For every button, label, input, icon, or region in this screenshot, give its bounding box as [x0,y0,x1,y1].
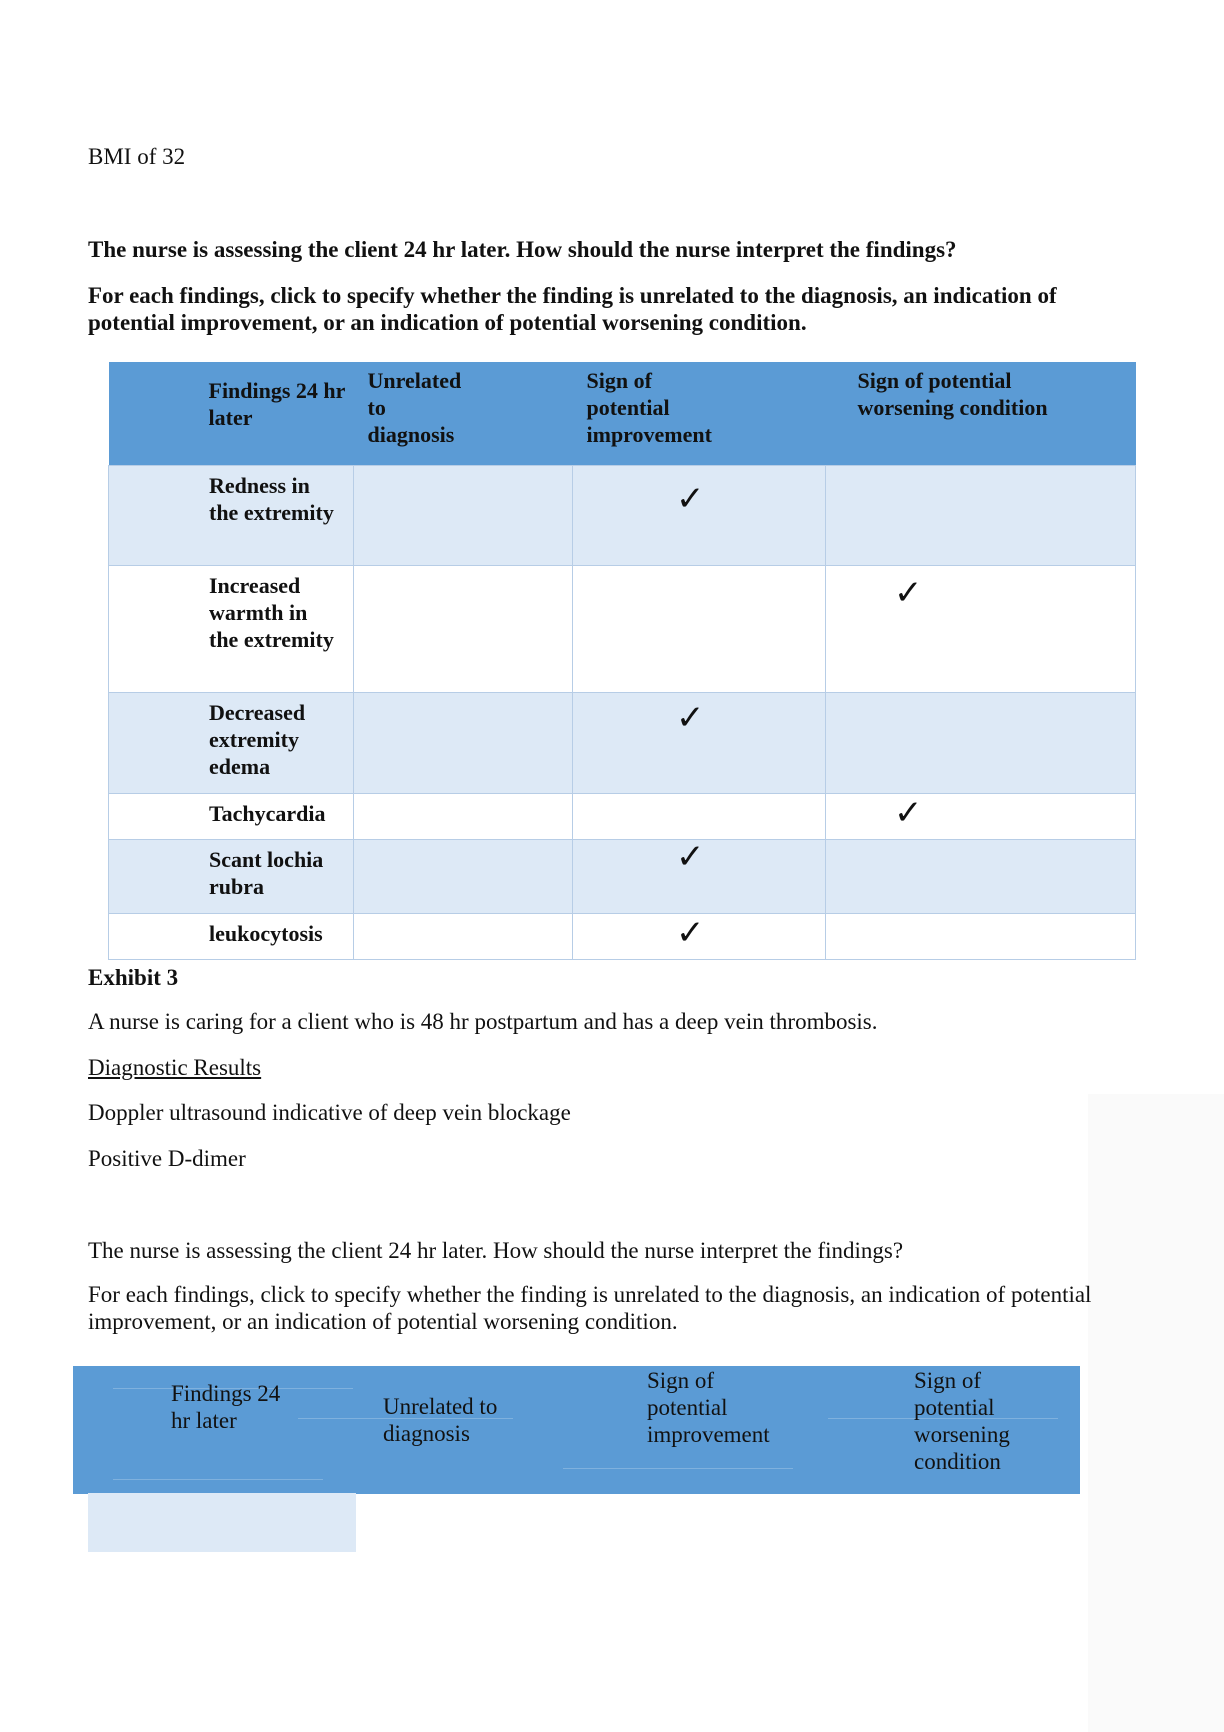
header-worsening: Sign of potential worsening condition [914,1368,1010,1474]
option-unrelated[interactable] [354,839,573,913]
option-worsening[interactable] [826,793,1136,839]
finding-label: Decreased extremity edema [109,692,354,793]
option-worsening[interactable] [826,565,1136,692]
table-row [109,565,1136,692]
result-d-dimer: Positive D-dimer [88,1146,246,1171]
check-mark-icon: ✓ [676,836,705,877]
table-row [109,839,1136,913]
table-header-row [109,362,1136,465]
option-unrelated[interactable] [354,465,573,565]
header-unrelated: Unrelated to diagnosis [367,368,462,447]
option-improvement[interactable] [573,793,826,839]
option-improvement[interactable] [573,692,826,793]
option-worsening[interactable] [826,839,1136,913]
check-mark-icon: ✓ [676,697,705,738]
header-improvement: Sign of potential improvement [647,1368,770,1447]
check-mark-icon: ✓ [894,572,923,613]
instruction-2: For each findings, click to specify whether the finding is unrelated to the diagnosis, an indication of potential improvement, or an indication of potential worsening condition. [88,1282,1092,1334]
option-improvement[interactable] [573,913,826,959]
finding-label: leukocytosis [109,913,354,959]
option-improvement[interactable] [573,565,826,692]
header-findings: Findings 24 hr later [208,378,346,430]
header-findings: Findings 24 hr later [171,1381,281,1433]
question-2: The nurse is assessing the client 24 hr later. How should the nurse interpret the findings? [88,1238,904,1263]
table-row [109,692,1136,793]
instruction-1: For each findings, click to specify whether the finding is unrelated to the diagnosis, an indication of potential improvement, or an indication of potential worsening condition. [88,283,1057,335]
option-unrelated[interactable] [354,793,573,839]
question-1: The nurse is assessing the client 24 hr later. How should the nurse interpret the findings? [88,237,957,262]
finding-label: Redness in the extremity [109,465,354,565]
table-row [109,793,1136,839]
option-improvement[interactable] [573,836,826,913]
table-row [109,465,1136,565]
header-improvement: Sign of potential improvement [586,368,712,447]
check-mark-icon: ✓ [676,912,705,953]
header-worsening: Sign of potential worsening condition [857,368,1048,420]
findings-table-2-header [73,1366,1080,1494]
option-unrelated[interactable] [354,692,573,793]
result-doppler: Doppler ultrasound indicative of deep vein blockage [88,1100,571,1125]
option-worsening[interactable] [826,465,1136,565]
option-worsening[interactable] [826,913,1136,959]
bmi-note: BMI of 32 [88,144,186,169]
option-worsening[interactable] [826,692,1136,793]
table-row [109,913,1136,959]
finding-label: Scant lochia rubra [109,839,354,913]
option-unrelated[interactable] [354,913,573,959]
findings-cell [88,1493,356,1552]
findings-table-1 [108,362,1136,960]
page-side-shade [1088,1094,1224,1732]
finding-label: Increased warmth in the extremity [109,565,354,692]
option-unrelated[interactable] [354,565,573,692]
exhibit-title: Exhibit 3 [88,965,179,990]
check-mark-icon: ✓ [676,478,705,519]
check-mark-icon: ✓ [894,792,923,833]
scenario-text: A nurse is caring for a client who is 48 hr postpartum and has a deep vein thrombosis. [88,1009,878,1034]
option-improvement[interactable] [573,465,826,565]
diagnostic-results-heading: Diagnostic Results [88,1055,262,1080]
header-unrelated: Unrelated to diagnosis [383,1394,498,1446]
finding-label: Tachycardia [109,793,354,839]
